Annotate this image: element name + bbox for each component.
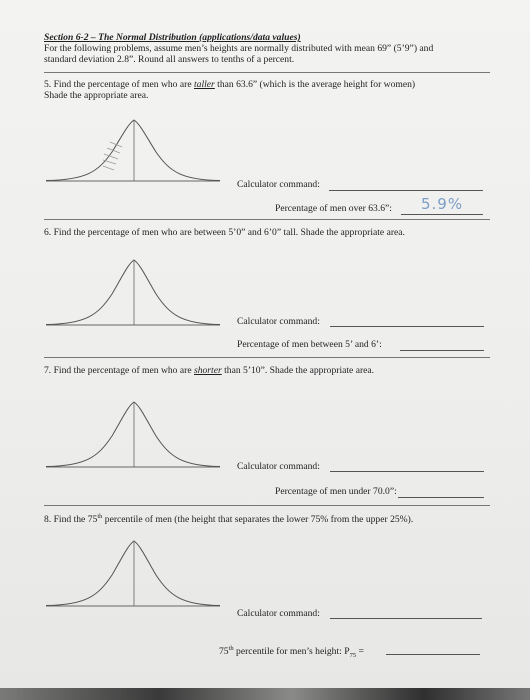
q7-result-label: Percentage of men under 70.0”: [275, 486, 397, 497]
q5-result-blank[interactable] [401, 214, 483, 215]
intro-line-2: standard deviation 2.8”. Round all answers to tenths of a percent. [44, 54, 295, 65]
worksheet-title: Section 6-2 – The Normal Distribution (applications/data values) [44, 32, 301, 43]
q6-result-label: Percentage of men between 5’ and 6’: [237, 339, 382, 350]
q6-calculator-label: Calculator command: [237, 316, 320, 327]
q8-normal-curve [46, 532, 222, 614]
q6-normal-curve [46, 252, 222, 334]
divider-4 [44, 505, 490, 506]
q5-shade-instruction: Shade the appropriate area. [44, 90, 149, 101]
q5-calculator-label: Calculator command: [237, 179, 320, 190]
q8-calculator-blank[interactable] [330, 618, 482, 619]
q6-result-blank[interactable] [400, 350, 484, 351]
q7-prompt: 7. Find the percentage of men who are shorter than 5’10”. Shade the appropriate area. [44, 365, 375, 376]
q6-calculator-blank[interactable] [330, 326, 484, 327]
divider-2 [44, 219, 490, 220]
q5-result-label: Percentage of men over 63.6”: [275, 203, 392, 214]
q7-calculator-blank[interactable] [330, 471, 484, 472]
q5-calculator-blank[interactable] [329, 190, 483, 191]
divider-1 [44, 72, 490, 73]
q8-result-label: 75th percentile for men’s height: $P_{75}$ = [219, 645, 364, 660]
q8-result-blank[interactable] [386, 654, 480, 655]
q8-prompt: 8. Find the 75th percentile of men (the height that separates the lower 75% from the upper 25%). [44, 513, 414, 526]
q7-calculator-label: Calculator command: [237, 461, 320, 472]
q5-prompt: 5. Find the percentage of men who are taller than 63.6” (which is the average height for women) [44, 79, 416, 90]
q5-handwritten-answer: 5.9% [421, 195, 464, 213]
divider-3 [44, 357, 490, 358]
q5-normal-curve [46, 112, 222, 194]
page-edge-shadow [0, 688, 530, 700]
intro-line-1: For the following problems, assume men’s heights are normally distributed with mean 69” (5’9”) and [44, 43, 434, 54]
q7-result-blank[interactable] [398, 497, 484, 498]
q6-prompt: 6. Find the percentage of men who are between 5’0” and 6’0” tall. Shade the appropriate area. [44, 227, 405, 238]
q8-calculator-label: Calculator command: [237, 608, 320, 619]
q7-normal-curve [46, 392, 222, 474]
